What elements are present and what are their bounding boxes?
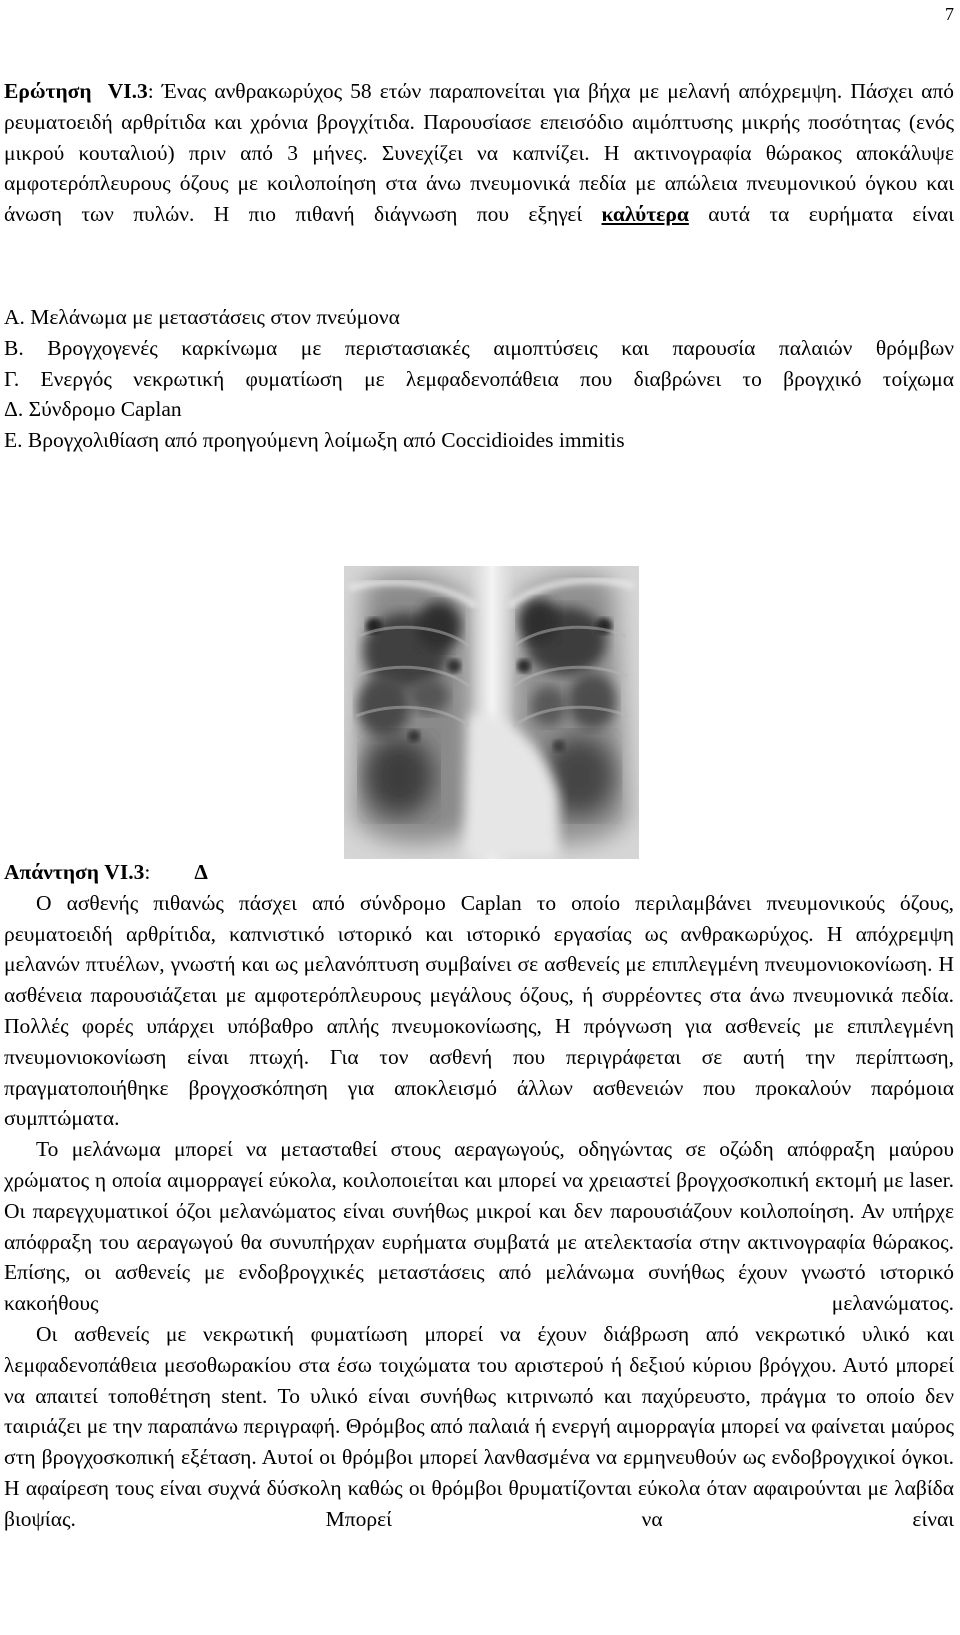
page-number: 7 xyxy=(945,4,954,24)
option-b: Β. Βρογχογενές καρκίνωμα με περιστασιακές αιμοπτύσεις και παρουσία παλαιών θρόμβων xyxy=(4,335,954,360)
chest-xray-image xyxy=(344,566,639,859)
answer-block xyxy=(4,857,954,1535)
options-list xyxy=(4,302,954,456)
option-a: Α. Μελάνωμα με μεταστάσεις στον πνεύμονα xyxy=(4,305,400,329)
answer-label: Απάντηση VI.3 xyxy=(4,860,145,884)
option-d: Δ. Σύνδρομο Caplan xyxy=(4,397,182,422)
option-c: Γ. Ενεργός νεκρωτική φυματίωση με λεμφαδενοπάθεια που διαβρώνει το βρογχικό τοίχωμα xyxy=(4,366,954,391)
answer-header xyxy=(4,857,954,888)
answer-paragraph-1: Ο ασθενής πιθανώς πάσχει από σύνδρομο Caplan το οποίο περιλαμβάνει πνευμονικούς όζους, ρευματοειδή αρθρίτιδα, καπνιστικό ιστορικό και ιστορικό εργασίας ως ανθρακωρύχος. Η απόχρεμψη μελανών πτυέλων, γνωστή και ως μελανόπτυση συμβαίνει σε ασθενείς με επιπλεγμένη πνευμονιοκονίωση. Η ασθένεια παρουσιάζεται με αμφοτερόπλευρους μεγάλους όζους, ή συρρέοντες στα άνω πνευμονικά πεδία. Πολλές φορές υπάρχει υπόβαθρο απλής πνευμοκονίωσης, Η πρόγνωση για ασθενείς με επιπλεγμένη πνευμονιοκονίωση είναι πτωχή. Για τον ασθενή που περιγράφεται σε αυτή την περίπτωση, πραγματοποιήθηκε βρογχοσκόπηση για αποκλεισμό άλλων ασθενειών που προκαλούν παρόμοια συμπτώματα. xyxy=(4,890,954,1131)
answer-paragraph-2: Το μελάνωμα μπορεί να μετασταθεί στους αεραγωγούς, οδηγώντας σε οζώδη απόφραξη μαύρου χρώματος η οποία αιμορραγεί εύκολα, κοιλοποιείται και μπορεί να χρειαστεί βρογχοσκοπική εκτομή με laser. Οι παρεγχυματικοί όζοι μελανώματος είναι συνήθως μικροί και δεν παρουσιάζουν κοιλοποίηση. Αν υπήρχε απόφραξη του αεραγωγού θα συνυπήρχαν ευρήματα συμβατά με ατελεκτασία στην ακτινογραφία θώρακος. Επίσης, οι ασθενείς με ενδοβρογχικές μεταστάσεις από μελάνωμα συνήθως έχουν γνωστό ιστορικό κακοήθους μελανώματος. xyxy=(4,1137,954,1316)
question-label: Ερώτηση VI.3 xyxy=(4,79,148,103)
answer-paragraph-3: Οι ασθενείς με νεκρωτική φυματίωση μπορεί να έχουν διάβρωση από νεκρωτικό υλικό και λεμφαδενοπάθεια μεσοθωρακίου στα έσω τοιχώματα του αριστερού ή δεξιού κύριου βρόγχου. Αυτό μπορεί να απαιτεί τοποθέτηση stent. Το υλικό είναι συνήθως κιτρινωπό και παχύρευστο, πράγμα το οποίο δεν ταιριάζει με την παραπάνω περιγραφή. Θρόμβος από παλαιά ή ενεργή αιμορραγία μπορεί να φαίνεται μαύρος στη βρογχοσκοπική εξέταση. Αυτοί οι θρόμβοι μπορεί λανθασμένα να ερμηνευθούν ως ενδοβρογχικοί όγκοι. Η αφαίρεση τους είναι συχνά δύσκολη καθώς οι θρόμβοι θρυματίζονται εύκολα όταν αφαιρούνται με λαβίδα βιοψίας. Μπορεί να είναι xyxy=(4,1321,954,1531)
question-paragraph xyxy=(4,76,954,230)
question-block xyxy=(4,76,954,230)
answer-letter: Δ xyxy=(194,860,208,884)
option-e: Ε. Βρογχολιθίαση από προηγούμενη λοίμωξη από Coccidioides immitis xyxy=(4,428,625,453)
answer-colon: : xyxy=(144,860,151,884)
question-text-end: αυτά τα ευρήματα είναι xyxy=(688,202,954,227)
question-text-start: : Ένας ανθρακωρύχος 58 ετών παραπονείται για βήχα με μελανή απόχρεμψη. Πάσχει από ρευματοειδή αρθρίτιδα και χρόνια βρογχίτιδα. Παρουσίασε επεισόδιο αιμόπτυσης μικρής ποσότητας (ενός μικρού κουταλιού) πριν από 3 μήνες. Συνεχίζει να καπνίζει. Η ακτινογραφία θώρακος αποκάλυψε αμφοτερόπλευρους όζους με κοιλοποίηση στα άνω πνευμονικά πεδία με απώλεια πνευμονικού όγκου και άνωση των πυλών. Η πιο πιθανή διάγνωση που εξηγεί xyxy=(4,79,955,227)
question-emphasis: καλύτερα xyxy=(601,202,689,227)
